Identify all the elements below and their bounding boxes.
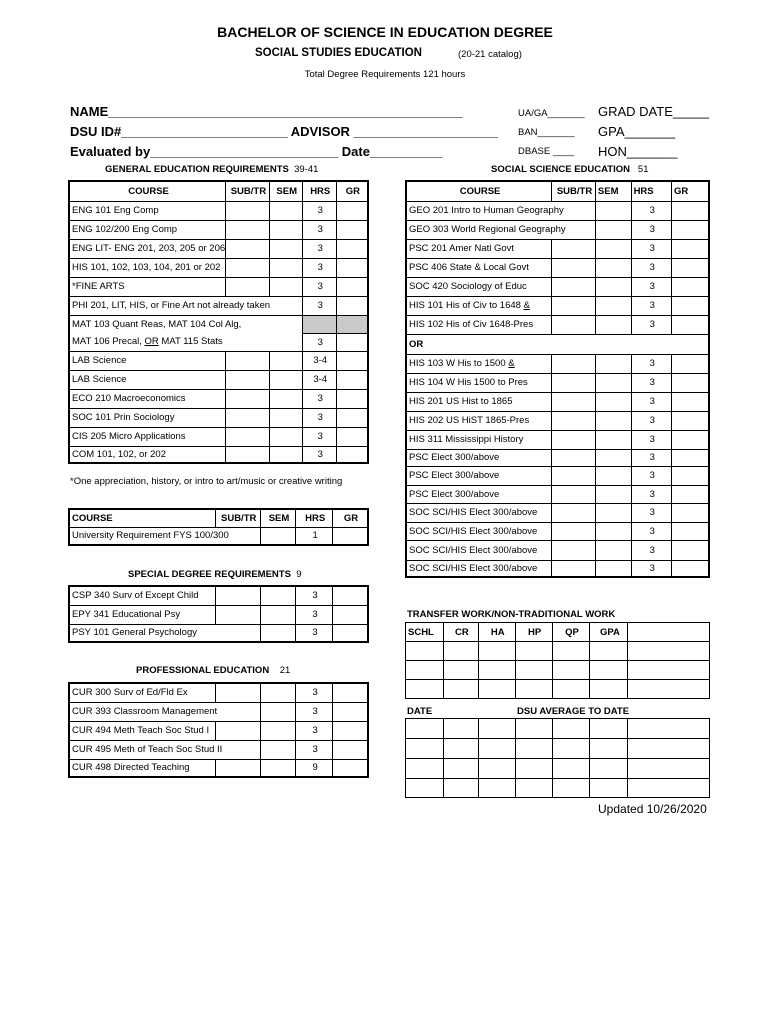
page-subtitle: SOCIAL STUDIES EDUCATION bbox=[255, 47, 422, 59]
hon-field[interactable]: HON_______ bbox=[598, 144, 678, 159]
total-hours: Total Degree Requirements 121 hours bbox=[304, 69, 466, 80]
col-gpa: GPA bbox=[590, 623, 628, 642]
col-gr: GR bbox=[332, 509, 368, 527]
grad-date-field[interactable]: GRAD DATE_____ bbox=[598, 104, 710, 119]
table-row: ECO 210 Macroeconomics 3 bbox=[69, 389, 368, 408]
table-row: EPY 341 Educational Psy 3 bbox=[69, 605, 368, 624]
col-gr: GR bbox=[672, 181, 709, 201]
dsu-average-heading: DSU AVERAGE TO DATE bbox=[517, 706, 630, 717]
table-row: ENG LIT- ENG 201, 203, 205 or 206 3 bbox=[69, 239, 368, 258]
table-row bbox=[406, 759, 710, 779]
name-field[interactable]: NAME_________________________________________________ bbox=[70, 104, 463, 119]
table-row: University Requirement FYS 100/300 1 bbox=[69, 527, 368, 545]
col-hrs: HRS bbox=[296, 509, 333, 527]
col-course: COURSE bbox=[69, 181, 226, 201]
col-cr: CR bbox=[443, 623, 478, 642]
table-row: HIS 102 His of Civ 1648-Pres 3 bbox=[406, 315, 709, 334]
table-row: HIS 103 W His to 1500 & 3 bbox=[406, 354, 709, 373]
gen-ed-table bbox=[68, 180, 369, 464]
table-row: COM 101, 102, or 202 3 bbox=[69, 446, 368, 463]
col-schl: SCHL bbox=[406, 623, 444, 642]
table-row: CUR 393 Classroom Management 3 bbox=[69, 702, 368, 721]
table-row bbox=[406, 779, 710, 798]
updated-date: Updated 10/26/2020 bbox=[598, 802, 707, 816]
table-row: HIS 311 Mississippi History 3 bbox=[406, 430, 709, 449]
or-row: OR bbox=[406, 334, 709, 354]
col-hp: HP bbox=[515, 623, 552, 642]
table-row: PSC 406 State & Local Govt 3 bbox=[406, 258, 709, 277]
catalog-year: (20-21 catalog) bbox=[458, 49, 522, 60]
col-hrs: HRS bbox=[302, 181, 336, 201]
table-row: CUR 300 Surv of Ed/Fld Ex 3 bbox=[69, 683, 368, 702]
table-row: SOC SCI/HIS Elect 300/above 3 bbox=[406, 560, 709, 577]
table-row: PSY 101 General Psychology 3 bbox=[69, 624, 368, 642]
table-row: ENG 101 Eng Comp 3 bbox=[69, 201, 368, 220]
table-row: PSC Elect 300/above 3 bbox=[406, 485, 709, 503]
table-row: PSC Elect 300/above 3 bbox=[406, 449, 709, 466]
col-ha: HA bbox=[478, 623, 515, 642]
table-row: LAB Science 3-4 bbox=[69, 370, 368, 389]
col-hrs: HRS bbox=[631, 181, 671, 201]
uaga-field[interactable]: UA/GA_______ bbox=[518, 108, 585, 119]
special-table bbox=[68, 585, 369, 643]
dbase-field[interactable]: DBASE ____ bbox=[518, 146, 574, 157]
col-sem: SEM bbox=[269, 181, 302, 201]
table-row: GEO 303 World Regional Geography 3 bbox=[406, 220, 709, 239]
table-row: HIS 104 W His 1500 to Pres 3 bbox=[406, 373, 709, 392]
table-row: HIS 202 US HiST 1865-Pres 3 bbox=[406, 411, 709, 430]
table-row: HIS 201 US Hist to 1865 3 bbox=[406, 392, 709, 411]
table-row: HIS 101 His of Civ to 1648 & 3 bbox=[406, 296, 709, 315]
col-subtr: SUB/TR bbox=[226, 181, 269, 201]
table-row-math: MAT 106 Precal, OR MAT 115 Stats 3 bbox=[69, 333, 368, 351]
table-row: *FINE ARTS 3 bbox=[69, 277, 368, 296]
transfer-heading: TRANSFER WORK/NON-TRADITIONAL WORK bbox=[407, 609, 616, 620]
col-subtr: SUB/TR bbox=[215, 509, 260, 527]
table-row: SOC SCI/HIS Elect 300/above 3 bbox=[406, 503, 709, 522]
table-row: LAB Science 3-4 bbox=[69, 351, 368, 370]
col-course: COURSE bbox=[69, 509, 215, 527]
prof-table bbox=[68, 682, 369, 778]
col-qp: QP bbox=[552, 623, 590, 642]
table-row: CIS 205 Micro Applications 3 bbox=[69, 427, 368, 446]
table-row bbox=[406, 719, 710, 739]
table-row: SOC 101 Prin Sociology 3 bbox=[69, 408, 368, 427]
col-gr: GR bbox=[336, 181, 368, 201]
table-row: HIS 101, 102, 103, 104, 201 or 202 3 bbox=[69, 258, 368, 277]
ban-field[interactable]: BAN_______ bbox=[518, 127, 575, 138]
university-requirement-table bbox=[68, 508, 369, 546]
table-row: PSC 201 Amer Natl Govt 3 bbox=[406, 239, 709, 258]
page-title: BACHELOR OF SCIENCE IN EDUCATION DEGREE bbox=[217, 24, 553, 40]
col-sem: SEM bbox=[260, 509, 296, 527]
col-course: COURSE bbox=[406, 181, 552, 201]
transfer-table bbox=[405, 622, 710, 699]
social-table bbox=[405, 180, 710, 578]
date-heading: DATE bbox=[407, 706, 433, 717]
col-sem: SEM bbox=[595, 181, 631, 201]
table-row bbox=[406, 642, 710, 661]
col-subtr: SUB/TR bbox=[552, 181, 596, 201]
special-heading: SPECIAL DEGREE REQUIREMENTS 9 bbox=[128, 569, 302, 580]
table-row: SOC SCI/HIS Elect 300/above 3 bbox=[406, 522, 709, 540]
prof-heading: PROFESSIONAL EDUCATION 21 bbox=[136, 665, 291, 676]
table-row bbox=[406, 680, 710, 699]
gen-ed-footnote: *One appreciation, history, or intro to art/music or creative writing bbox=[70, 476, 343, 487]
table-row bbox=[406, 739, 710, 759]
table-row-math: MAT 103 Quant Reas, MAT 104 Col Alg, bbox=[69, 315, 368, 333]
dsu-average-table bbox=[405, 718, 710, 798]
evaluated-date-field[interactable]: Evaluated by__________________________ Date__________ bbox=[70, 144, 443, 159]
table-row: SOC SCI/HIS Elect 300/above 3 bbox=[406, 540, 709, 560]
table-row: GEO 201 Intro to Human Geography 3 bbox=[406, 201, 709, 220]
social-heading: SOCIAL SCIENCE EDUCATION 51 bbox=[491, 164, 649, 175]
gen-ed-heading: GENERAL EDUCATION REQUIREMENTS 39-41 bbox=[105, 164, 319, 175]
table-row: CUR 495 Meth of Teach Soc Stud II 3 bbox=[69, 740, 368, 759]
gpa-field[interactable]: GPA_______ bbox=[598, 124, 676, 139]
dsu-advisor-field[interactable]: DSU ID#_______________________ ADVISOR ____________________ bbox=[70, 124, 499, 139]
table-row bbox=[406, 661, 710, 680]
table-row: CSP 340 Surv of Except Child 3 bbox=[69, 586, 368, 605]
table-row: ENG 102/200 Eng Comp 3 bbox=[69, 220, 368, 239]
table-row: PHI 201, LIT, HIS, or Fine Art not already taken 3 bbox=[69, 296, 368, 315]
table-row: PSC Elect 300/above 3 bbox=[406, 466, 709, 485]
table-row: SOC 420 Sociology of Educ 3 bbox=[406, 277, 709, 296]
table-row: CUR 498 Directed Teaching 9 bbox=[69, 759, 368, 777]
table-row: CUR 494 Meth Teach Soc Stud I 3 bbox=[69, 721, 368, 740]
